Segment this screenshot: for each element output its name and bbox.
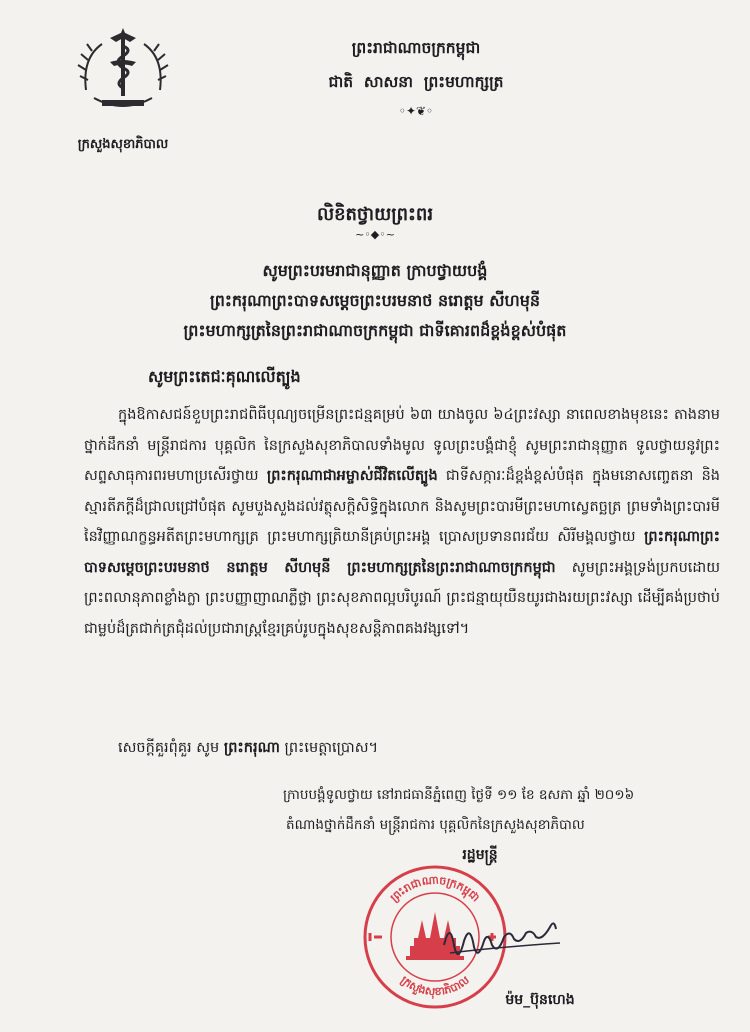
header-ornament: ◦✦❦◦ [398, 104, 434, 118]
intro-line-2: ព្រះករុណាព្រះបាទសម្តេចព្រះបរមនាថ នរោត្តម សីហមុនី [209, 291, 541, 310]
seal-text-top: ព្រះរាជាណាចក្រកម្ពុជា [387, 873, 483, 905]
body-paragraph [84, 400, 720, 720]
salutation: សូមព្រះតេជៈគុណលើត្បូង [148, 367, 301, 386]
ministry-name: ក្រសួងសុខាភិបាល [77, 137, 169, 152]
svg-text:ព្រះរាជាណាចក្រកម្ពុជា [388, 874, 482, 905]
intro-line-1: សូមព្រះបរមរាជានុញ្ញាត ក្រាបថ្វាយបង្គំ [262, 261, 488, 280]
closing-tail: ព្រះមេត្តាប្រោស។ [279, 740, 379, 756]
signer-name: ម៉ម_ប៊ុនហេង [505, 992, 575, 1008]
title-ornament: ~◦◆◦~ [355, 228, 395, 241]
paragraph-part-2: ជាទីសក្ការៈដ៏ខ្ពង់ខ្ពស់បំផុត ក្នុងមនោសញ្ចេតនា និងស្មារតីភក្តីដ៏ជ្រាលជ្រៅបំផុត សូមបួងសួងដល់វត្ថុសក្តិសិទ្ធិក្នុងលោក និងសូមព្រះបារមីព្រះមហាស្វេតច្ឆត្រ ព្រមទាំងព្រះបារមីនៃវិញ្ញាណក្ខន្ធអតីតព្រះមហាក្សត្រ ព្រះមហាក្សត្រិយានីគ្រប់ព្រះអង្គ ប្រោសប្រទានពរជ័យ សិរីមង្គលថ្វាយ [84, 468, 720, 545]
ministry-of-health-emblem-icon [72, 18, 174, 130]
closing-line [118, 738, 378, 758]
paragraph-part-3: សូមព្រះអង្គទ្រង់ប្រកបដោយព្រះពលានុភាពខ្លាំងក្លា ព្រះបញ្ញាញាណភ្លឺថ្លា ព្រះសុខភាពល្អបរិបូរណ៍ ព្រះជន្មាយុយឺនយូរជាងរយព្រះវស្សា ដើម្បីគង់ប្រថាប់ជាម្លប់ដ៏ត្រជាក់ត្រជុំដល់ប្រជារាស្ត្រខ្មែរគ្រប់រូបក្នុងសុខសន្តិភាពគងវង្សទៅ។ [84, 559, 720, 637]
paragraph-part-1: ក្នុងឱកាសជន៍ខួបព្រះរាជពិធីបុណ្យចម្រើនព្រះជន្មគម្រប់ ៦៣ យាងចូល ៦៤ព្រះវស្សា នាពេលខាងមុខនេះ តាងនាមថ្នាក់ដឹកនាំ មន្ត្រីរាជការ បុគ្គលិក នៃក្រសួងសុខាភិបាលទាំងមូល ទូលព្រះបង្គំជាខ្ញុំ សូមព្រះរាជានុញ្ញាត ទូលថ្វាយនូវព្រះសព្ទសាធុការពរមហាប្រសើរថ្វាយ [84, 407, 720, 484]
intro-line-3: ព្រះមហាក្សត្រនៃព្រះរាជាណាចក្រកម្ពុជា ជាទីគោរពដ៏ខ្ពង់ខ្ពស់បំផុត [183, 321, 567, 340]
header-kingdom: ព្រះរាជាណាចក្រកម្ពុជា [351, 39, 481, 57]
signer-title: រដ្ឋមន្ត្រី [462, 847, 498, 863]
svg-text:ក្រសួងសុខាភិបាល [398, 973, 472, 999]
header-motto: ជាតិ សាសនា ព្រះមហាក្សត្រ [328, 73, 504, 91]
date-line: ក្រាបបង្គំទូលថ្វាយ នៅរាជធានីភ្នំពេញ ថ្ងៃទី ១១ ខែ ឧសភា ឆ្នាំ ២០១៦ [283, 787, 635, 803]
closing-text: សេចក្តីគួរពុំគួរ សូម [118, 740, 224, 756]
representative-line: តំណាងថ្នាក់ដឹកនាំ មន្ត្រីរាជការ បុគ្គលិកនៃក្រសួងសុខាភិបាល [286, 817, 585, 833]
paragraph-bold-1: ព្រះករុណាជាអម្ចាស់ជីវិតលើត្បូង [266, 468, 438, 484]
handwritten-signature [440, 915, 570, 965]
letter-title: លិខិតថ្វាយព្រះពរ [316, 204, 434, 225]
paragraph-bold-2: ព្រះករុណាព្រះបាទសម្តេចព្រះបរមនាថ នរោត្តម សីហមុនី ព្រះមហាក្សត្រនៃព្រះរាជាណាចក្រកម្ពុជា [84, 529, 720, 576]
seal-text-bottom: ក្រសួងសុខាភិបាល [398, 973, 472, 999]
closing-bold: ព្រះករុណា [223, 740, 280, 756]
